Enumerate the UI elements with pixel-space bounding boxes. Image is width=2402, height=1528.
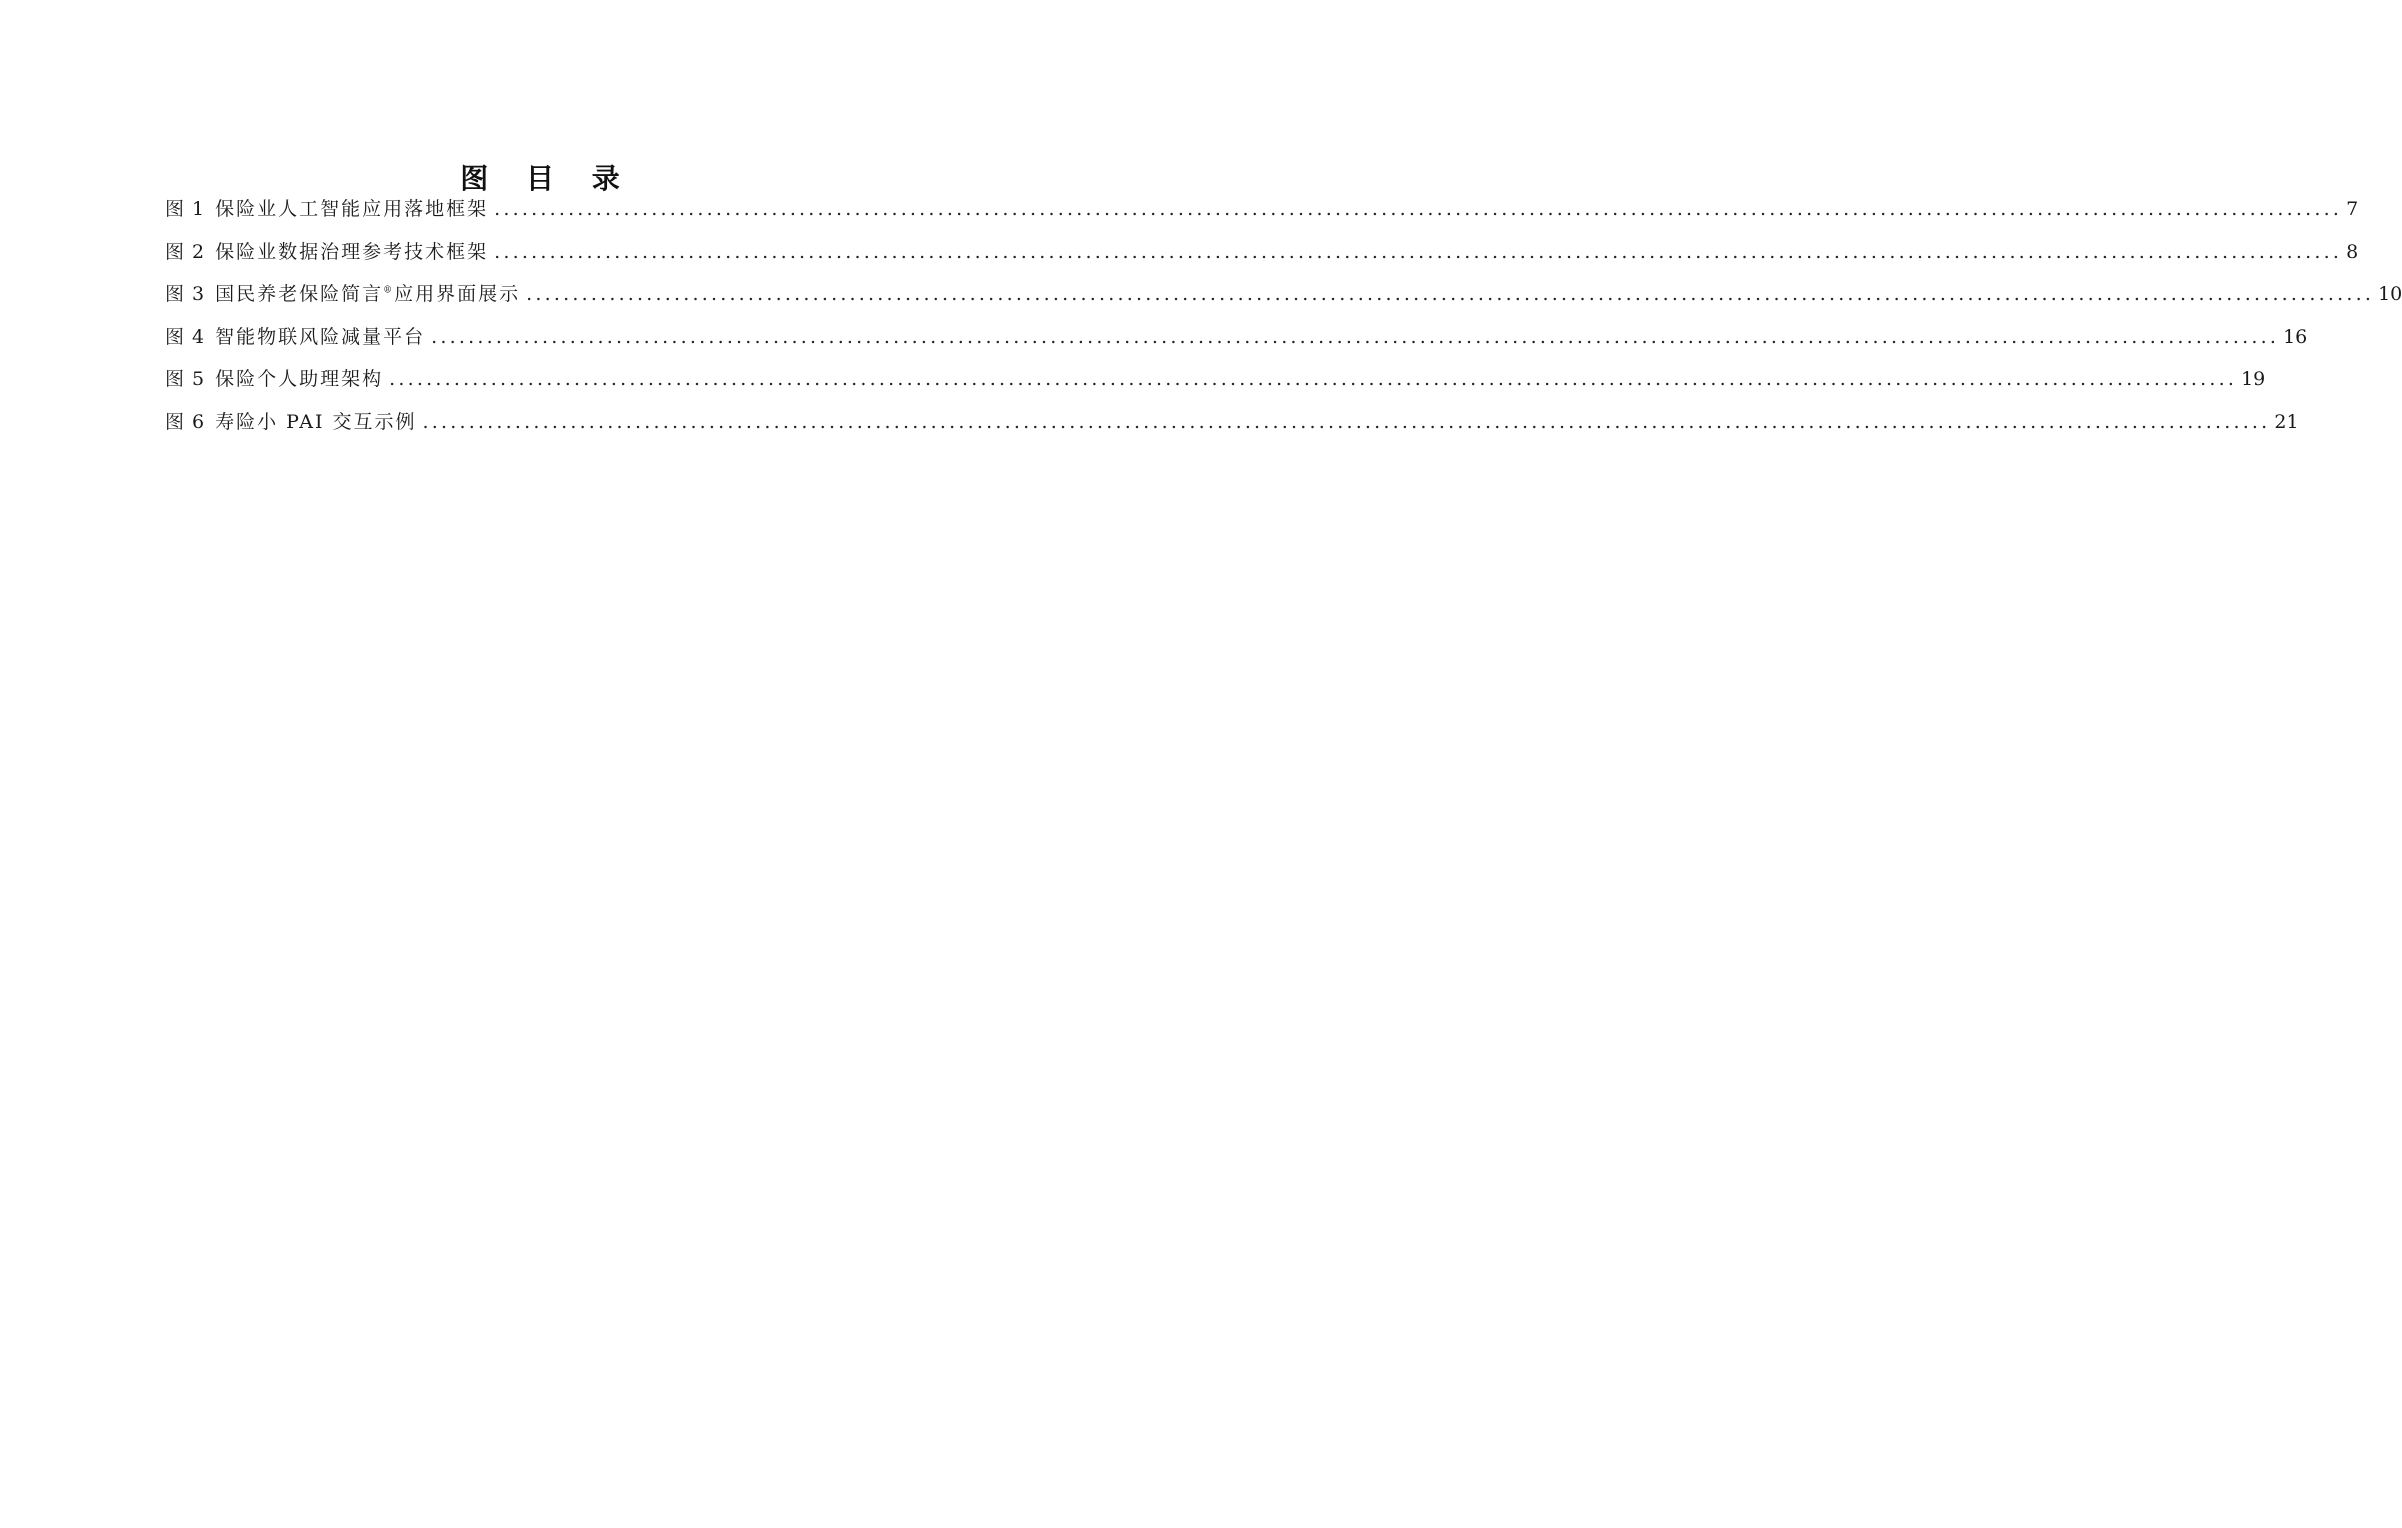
dot-leader: ........................................................................................................................................................................................................ [389, 368, 2238, 391]
toc-title: 图 目 录 [460, 161, 634, 195]
page-number: 10 [2378, 283, 2402, 306]
dot-leader: ........................................................................................................................................................................................................ [431, 325, 2280, 348]
figure-caption [215, 316, 425, 359]
page-number: 7 [2346, 198, 2359, 220]
dot-leader: ........................................................................................................................................................................................................ [494, 240, 2343, 263]
figure-number: 图 3 [165, 283, 206, 306]
toc-entry [165, 188, 2359, 231]
figure-number: 图 6 [165, 410, 206, 433]
figure-caption [215, 401, 416, 444]
toc-entry [165, 273, 2402, 316]
page-number: 8 [2346, 240, 2359, 263]
caption-text: 保险业数据治理参考技术框架 [215, 240, 489, 263]
dot-leader: ........................................................................................................................................................................................................ [494, 198, 2343, 220]
figure-number: 图 2 [165, 240, 206, 263]
figure-number: 图 5 [165, 368, 206, 391]
figure-caption [215, 358, 383, 401]
page-number: 19 [2241, 368, 2266, 391]
page-number: 16 [2283, 325, 2308, 348]
toc-entry [165, 316, 2308, 359]
caption-text: 寿险小 PAI 交互示例 [215, 410, 417, 433]
caption-mark: ® [383, 285, 395, 296]
caption-rest: 应用界面展示 [394, 283, 521, 306]
figure-caption [215, 188, 488, 231]
caption-text: 智能物联风险减量平台 [215, 325, 426, 348]
dot-leader: ........................................................................................................................................................................................................ [422, 410, 2271, 433]
figure-caption [215, 273, 520, 316]
toc-entry [165, 358, 2266, 401]
figure-toc-list [165, 188, 2402, 444]
caption-text: 国民养老保险简言 [215, 283, 384, 306]
toc-entry [165, 231, 2359, 274]
page-number: 21 [2274, 410, 2299, 433]
dot-leader: ........................................................................................................................................................................................................ [526, 283, 2375, 306]
toc-entry [165, 401, 2299, 444]
caption-text: 保险个人助理架构 [215, 368, 384, 391]
figure-caption [215, 231, 488, 274]
caption-text: 保险业人工智能应用落地框架 [215, 198, 489, 220]
figure-number: 图 1 [165, 198, 206, 220]
figure-number: 图 4 [165, 325, 206, 348]
